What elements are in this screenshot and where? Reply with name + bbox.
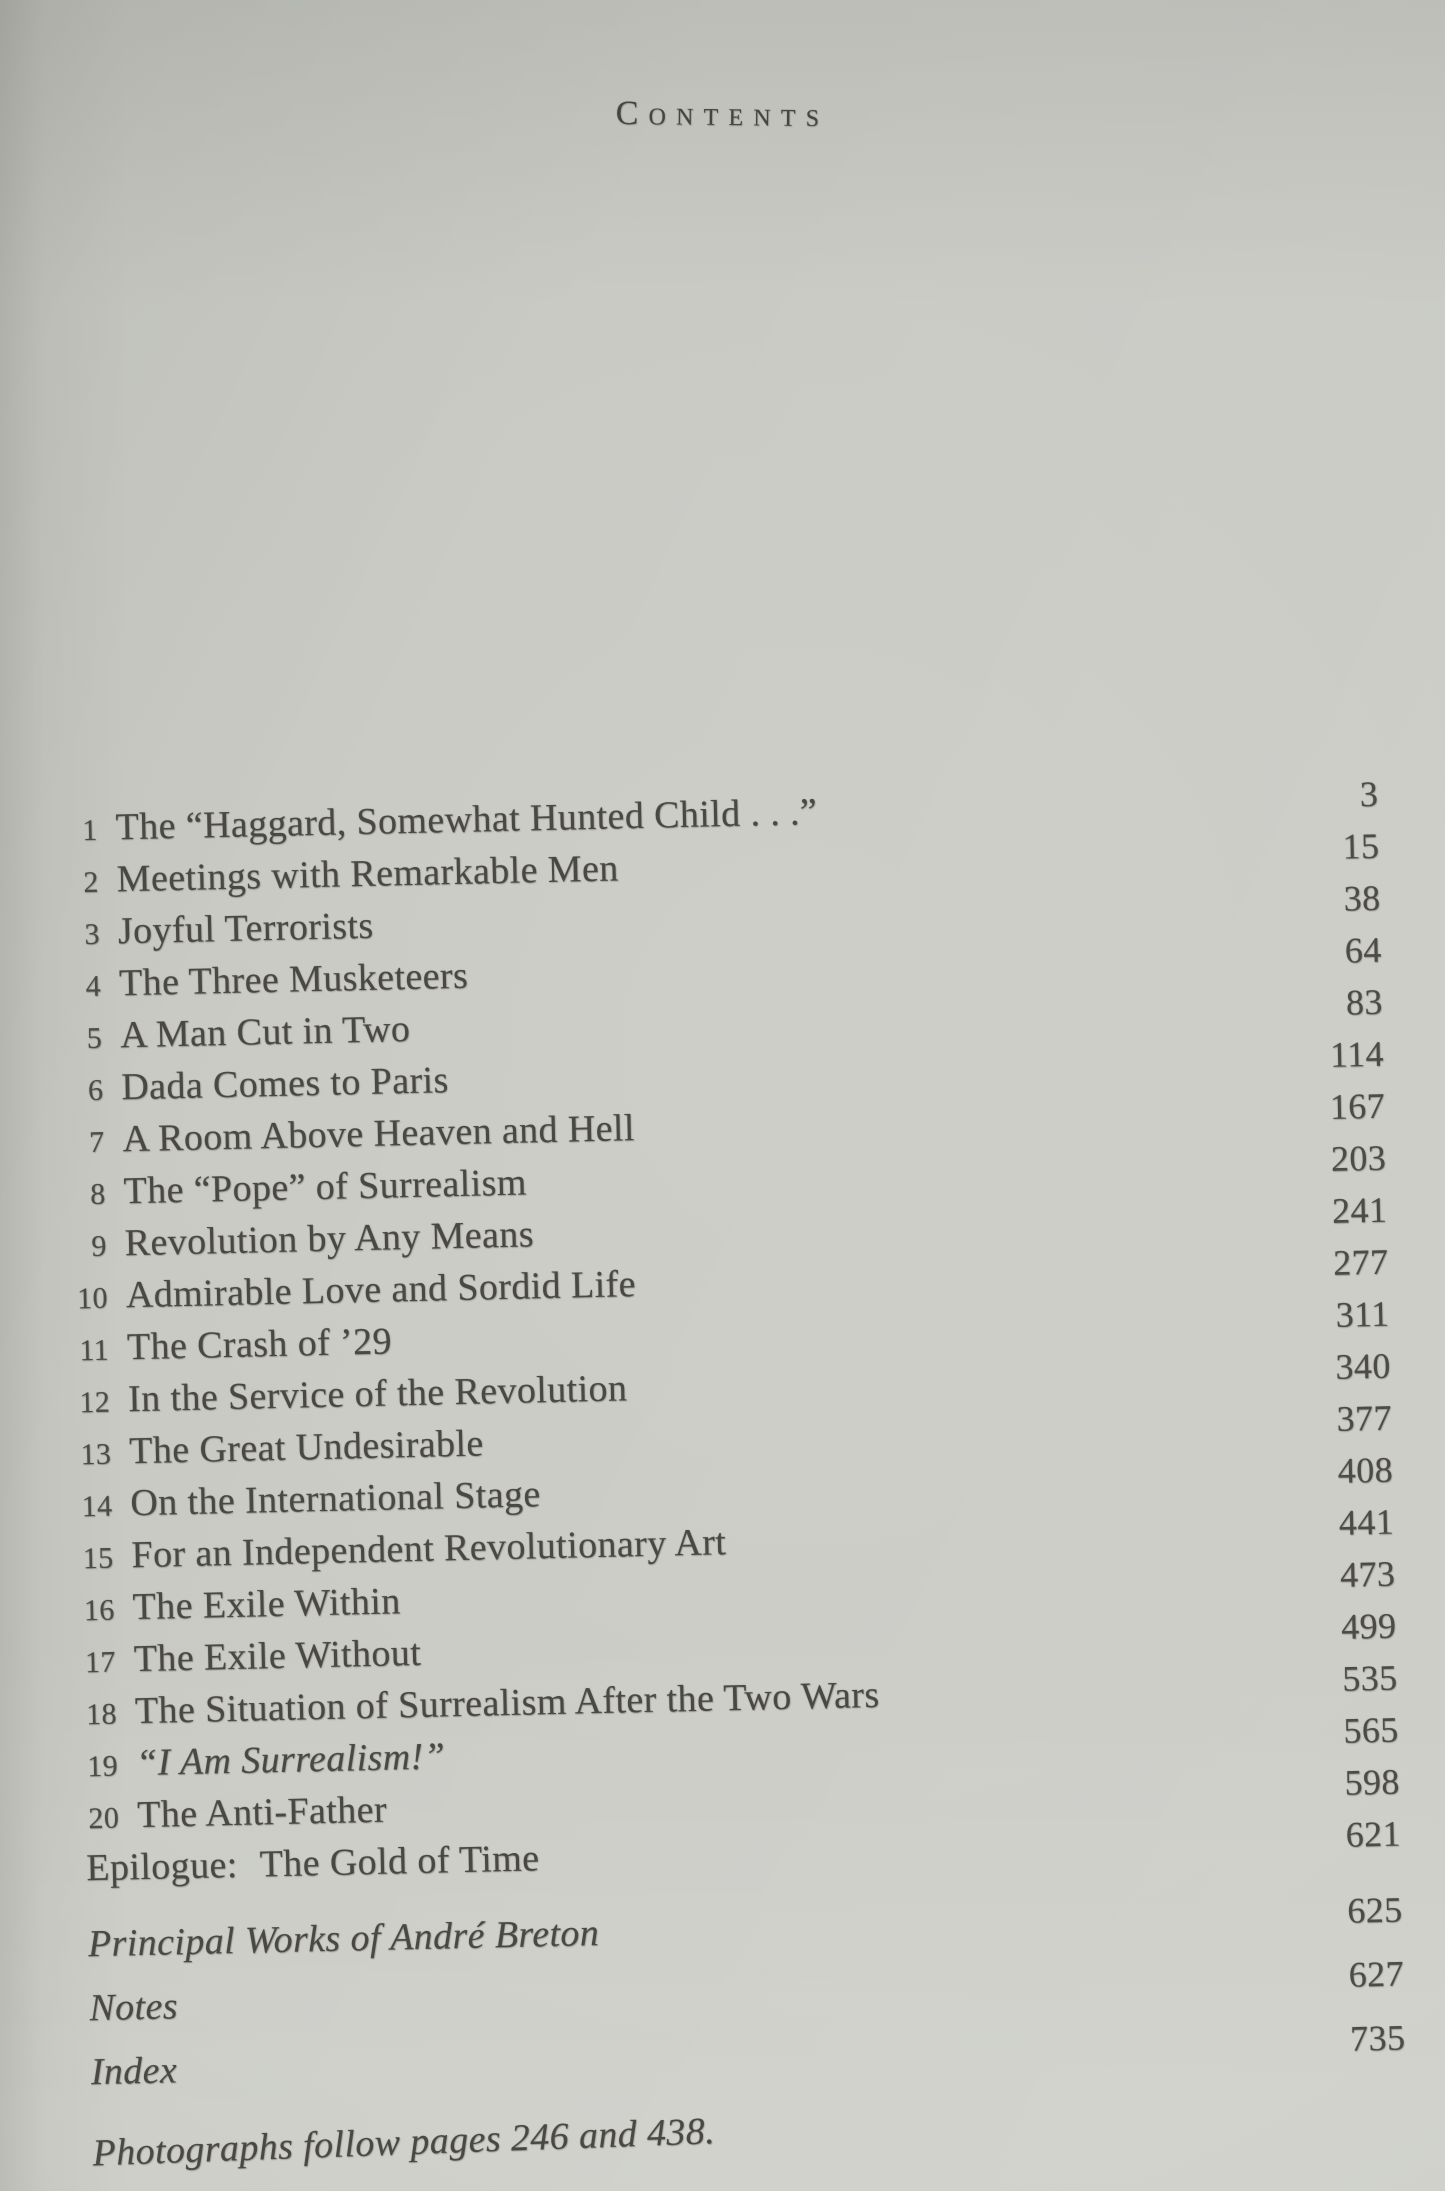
chapter-number: 20: [88, 1801, 120, 1836]
chapter-title: On the International Stage: [129, 1473, 542, 1525]
chapter-title: Principal Works of André Breton: [87, 1912, 600, 1966]
chapter-title: The Anti-Father: [136, 1788, 388, 1837]
chapter-number: 15: [82, 1541, 114, 1576]
photographs-note: Photographs follow pages 246 and 438.: [91, 2110, 716, 2175]
page-number: 377: [1336, 1397, 1393, 1439]
page-number: 64: [1344, 929, 1383, 971]
back-matter-list: [87, 1884, 1406, 2105]
page-number: 114: [1329, 1033, 1385, 1075]
page-number: 340: [1335, 1345, 1392, 1387]
chapter-title: The “Pope” of Surrealism: [123, 1161, 528, 1213]
page-number: 441: [1338, 1501, 1395, 1543]
page-number: 277: [1332, 1241, 1389, 1283]
chapter-number: 1: [81, 813, 99, 848]
chapter-title: Meetings with Remarkable Men: [116, 847, 620, 901]
page-number: 621: [1345, 1813, 1402, 1855]
chapter-title: Index: [90, 2049, 178, 2094]
chapter-title: Admirable Love and Sordid Life: [125, 1263, 637, 1317]
page-number: 311: [1335, 1293, 1391, 1335]
page-title: Contents: [615, 94, 830, 135]
chapter-title: Notes: [88, 1985, 179, 2030]
chapter-title: The Exile Without: [133, 1631, 422, 1681]
page-number: 473: [1339, 1553, 1396, 1595]
chapter-title: The Crash of ’29: [126, 1320, 393, 1369]
chapter-number: 12: [79, 1385, 111, 1420]
chapter-number: 2: [83, 865, 100, 900]
chapter-number: 13: [80, 1437, 112, 1472]
chapter-number: Epilogue:: [85, 1843, 239, 1890]
chapter-number: 16: [83, 1593, 116, 1628]
chapter-number: 9: [91, 1229, 108, 1263]
chapter-number: 10: [76, 1281, 109, 1316]
chapter-title: The Three Musketeers: [118, 954, 469, 1005]
chapter-title: Revolution by Any Means: [124, 1213, 535, 1265]
page-number: 408: [1337, 1449, 1394, 1491]
page-number: 241: [1331, 1189, 1388, 1231]
page-number: 598: [1344, 1761, 1401, 1803]
chapter-title: The Gold of Time: [259, 1837, 540, 1886]
page-number: 15: [1342, 825, 1380, 867]
chapter-list: [63, 774, 1402, 1894]
page-number: 565: [1343, 1709, 1400, 1751]
page-number: 83: [1345, 981, 1384, 1023]
chapter-number: 3: [84, 917, 101, 952]
chapter-number: 14: [81, 1489, 113, 1524]
chapter-title: A Man Cut in Two: [119, 1007, 411, 1057]
chapter-title: Joyful Terrorists: [117, 904, 375, 953]
chapter-title: The Situation of Surrealism After the Two Wars: [134, 1673, 880, 1733]
page-number: 203: [1330, 1137, 1387, 1179]
chapter-title: The “Haggard, Somewhat Hunted Child . . .”: [115, 791, 818, 849]
chapter-title: “I Am Surrealism!”: [135, 1735, 446, 1785]
page-number: 625: [1346, 1889, 1404, 1931]
page-number: 167: [1329, 1085, 1386, 1127]
chapter-number: 7: [88, 1125, 105, 1160]
chapter-title: The Great Undesirable: [128, 1422, 485, 1473]
page-number: 3: [1359, 773, 1379, 815]
chapter-title: In the Service of the Revolution: [127, 1367, 628, 1421]
page-number: 735: [1349, 2017, 1406, 2059]
page-number: 499: [1340, 1605, 1397, 1647]
chapter-number: 19: [86, 1749, 119, 1784]
chapter-number: 5: [86, 1021, 103, 1056]
chapter-number: 8: [89, 1177, 107, 1212]
chapter-number: 6: [87, 1073, 104, 1108]
chapter-title: A Room Above Heaven and Hell: [122, 1107, 636, 1161]
chapter-title: The Exile Within: [132, 1580, 402, 1629]
page-number: 535: [1341, 1657, 1398, 1699]
chapter-number: 11: [79, 1333, 110, 1368]
chapter-number: 17: [84, 1645, 117, 1680]
table-of-contents: [63, 774, 1408, 2182]
chapter-number: 4: [85, 969, 102, 1004]
page-number: 627: [1348, 1953, 1405, 1995]
chapter-number: 18: [85, 1697, 118, 1732]
page-number: 38: [1343, 877, 1381, 919]
chapter-title: For an Independent Revolutionary Art: [131, 1521, 727, 1577]
chapter-title: Dada Comes to Paris: [120, 1059, 450, 1109]
